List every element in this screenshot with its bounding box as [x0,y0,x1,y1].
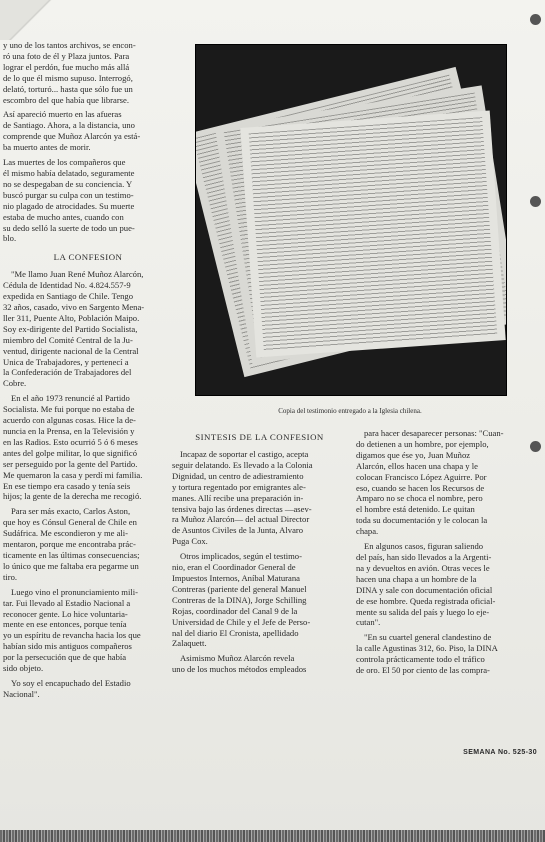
text-line: ticamente en las últimas consecuencias; [3,549,140,560]
paragraph [356,541,528,628]
paragraph [356,632,528,676]
document-photo [195,44,507,396]
text-line: ller 311, Puente Alto, Población Maipo. [3,312,140,323]
confession-section [3,269,173,699]
paragraph [3,40,173,105]
text-line: expedida en Santiago de Chile. Tengo [3,291,134,302]
text-line: Socialista. Me fui porque no estaba de [3,404,135,415]
text-line: de lo que él mismo supuso. Interrogó, [3,72,133,83]
text-line: tar. Fui llevado al Estadio Nacional a [3,597,131,608]
text-line: Dignidad, un centro de adiestramiento [172,470,304,481]
text-line: Otros implicados, según el testimo- [180,551,302,562]
text-line: yo un espíritu de revancha hacia los que [3,630,141,641]
text-line: Puga Cox. [172,536,208,547]
text-line: tiro. [3,571,18,582]
text-line: de Asuntos Civiles de la Junta, Alvaro [172,525,304,536]
scan-edge [0,830,545,842]
text-line: Yo soy el encapuchado del Estadio [11,677,131,688]
text-line: en las Radios. Esto ocurrió 5 ó 6 meses [3,436,138,447]
paragraph [3,157,173,244]
text-line: Universidad de Chile y el Jefe de Perso- [172,616,311,627]
text-line: Contreras de la DINA), Jorge Schilling [172,594,307,605]
text-line: buscó purgar su culpa con un testimo- [3,189,134,200]
sintesis-body [172,449,347,675]
section-heading-sintesis: SINTESIS DE LA CONFESION [195,432,324,442]
text-line: la Confederación de Trabajadores del [3,367,132,378]
text-line: su dedo selló la suerte de todo un pue- [3,222,135,233]
text-line: Cédula de Identidad No. 4.824.557-9 [3,280,131,291]
paragraph [356,428,528,537]
text-line: lo único que me faltaba era pegarme un [3,560,139,571]
paragraph [172,653,347,675]
text-line: estaba de mucho antes, cuando con [3,211,124,222]
text-line: mentaron, porque me encontraba prác- [3,539,136,550]
text-line: chapa. [356,526,379,537]
text-line: ba muerto antes de morir. [3,142,91,153]
paragraph [3,269,173,389]
text-line: ró una foto de él y Plaza juntos. Para [3,50,130,61]
text-line: comprende que Muñoz Alarcón ya está- [3,131,141,142]
text-line: Cobre. [3,378,27,389]
paragraph [3,587,173,674]
text-line: Las muertes de los compañeros que [3,157,126,168]
issue-footer: SEMANA No. 525-30 [463,749,537,756]
text-line: Nacional". [3,688,40,699]
text-line: mente en ese entonces, porque tenía [3,619,127,630]
text-line: do detienen a un hombre, por ejemplo, [356,438,489,449]
text-line: delató, torturó... hasta que sólo fue un [3,83,133,94]
text-line: eso, cuando se hacen los Recursos de [356,482,485,493]
text-line: Luego vino el pronunciamiento mili- [11,586,138,597]
text-line: de ese hombre. Queda registrada oficial- [356,595,496,606]
text-line: antes del golpe militar, lo que significó [3,447,138,458]
text-line: En el año 1973 renuncié al Partido [11,393,130,404]
photo-caption: Copia del testimonio entregado a la Iglesia chilena. [278,407,422,415]
text-line: por la persecución que de que había [3,652,127,663]
text-line: lograr el perdón, fue mucho más allá [3,61,130,72]
text-line: para hacer desaparecer personas: "Cuan- [364,428,504,438]
text-line: "Me llamo Juan René Muñoz Alarcón, [11,269,144,280]
text-line: Unica de Trabajadores, y pertenecí a [3,356,129,367]
text-line: nio, eran el Coordinador General de [172,562,296,573]
section-heading-confesion: LA CONFESION [53,252,123,263]
text-line: Sudáfrica. Me escondieron y me ali- [3,528,129,539]
text-line: mente su salida del país y luego lo eje- [356,606,490,617]
folded-corner [0,0,60,40]
text-line: acuerdo con algunas cosas. Hice la de- [3,415,136,426]
text-line: hacen una chapa a un hombre de la [356,573,477,584]
text-line: de Santiago. Ahora, a la distancia, uno [3,120,135,131]
text-line: uno de los muchos métodos empleados [172,664,307,675]
right-body [356,428,528,676]
text-line: blo. [3,233,17,244]
text-line: tensiva bajo las órdenes directas —asev- [172,503,312,514]
binder-hole [530,441,541,452]
text-line: habían sido mis antiguos compañeros [3,641,132,652]
text-line: colocan Francisco López Aguirre. Por [356,471,487,482]
text-line: digamos que ése yo, Juan Muñoz [356,449,471,460]
text-line: la calle Agustinas 312, 6o. Piso, la DINA [356,643,498,654]
document-sheet [240,111,505,358]
paragraph [3,506,173,582]
text-line: Amparo no se choca el nombre, pero [356,493,483,504]
text-line: Incapaz de soportar el castigo, acepta [180,449,309,459]
text-line: Me quemaron la casa y perdí mi familia. [3,469,143,480]
text-line: escombro del que había que librarse. [3,94,129,105]
text-line: Para ser más exacto, Carlos Aston, [11,506,131,517]
binder-hole [530,196,541,207]
text-line: de oro. El 50 por ciento de las compra- [356,665,490,676]
text-line: Así apareció muerto en las afueras [3,109,122,120]
text-line: miembro del Comité Central de la Ju- [3,334,133,345]
text-line: Soy ex-dirigente del Partido Socialista, [3,323,138,334]
text-line: na y devueltos en avión. Otras veces le [356,562,490,573]
text-line: cutan". [356,617,381,628]
text-line: nuncia en la Prensa, en la Televisión y [3,426,135,436]
text-line: sido objeto. [3,663,44,674]
text-line: En ese tiempo era casado y tenía seis [3,480,131,491]
text-line: él mismo había delatado, seguramente [3,167,135,178]
intro-section [3,40,173,244]
text-line: y uno de los tantos archivos, se encon- [3,40,136,50]
text-line: del país, han sido llevados a la Argenti- [356,551,492,562]
text-line: nio plagado de atrocidades. Su muerte [3,200,135,211]
text-line: ser perseguido por la gente del Partido. [3,458,138,469]
left-column [3,40,173,704]
right-column [356,428,528,680]
text-line: Zalaquett. [172,638,207,649]
text-line: ra Muñoz Alarcón— del actual Director [172,514,310,525]
text-line: Alarcón, ellos hacen una chapa y le [356,460,478,471]
text-line: En algunos casos, figuran saliendo [364,541,484,552]
text-line: Contreras (pariente del general Manuel [172,583,307,594]
text-line: el hombre está detenido. Le quitan [356,504,475,515]
text-line: toda su documentación y le colocan la [356,515,488,526]
paragraph [172,551,347,649]
binder-hole [530,14,541,25]
text-line: seguir delatando. Es llevado a la Colonia [172,459,313,470]
text-line: manes. Allí recibe una preparación in- [172,492,304,503]
text-line: ventud, dirigente nacional de la Central [3,345,139,356]
text-line: 32 años, casado, vivo en Sargento Mena- [3,302,145,313]
paragraph [3,393,173,502]
text-line: reconocer gente. Lo hice voluntaria- [3,608,128,619]
text-line: DINA y sale con documentación oficial [356,584,493,595]
text-line: "En su cuartel general clandestino de [364,632,492,643]
middle-column [172,428,347,679]
text-line: Impuestos Internos, Aníbal Maturana [172,572,300,583]
paragraph [3,678,173,700]
text-line: que hoy es Cónsul General de Chile en [3,517,137,528]
text-line: Rojas, coordinador del Canal 9 de la [172,605,298,616]
text-line: controla prácticamente todo el tráfico [356,654,485,665]
text-line: nal del diario El Cronista, apellidado [172,627,299,638]
text-line: Asimismo Muñoz Alarcón revela [180,653,295,664]
paragraph [3,109,173,153]
text-line: y tortura regentado por emigrantes ale- [172,481,306,492]
text-line: no se despegaban de su conciencia. Y [3,178,133,189]
paragraph [172,449,347,547]
text-line: hijos; la gente de la derecha me recogió. [3,491,142,502]
